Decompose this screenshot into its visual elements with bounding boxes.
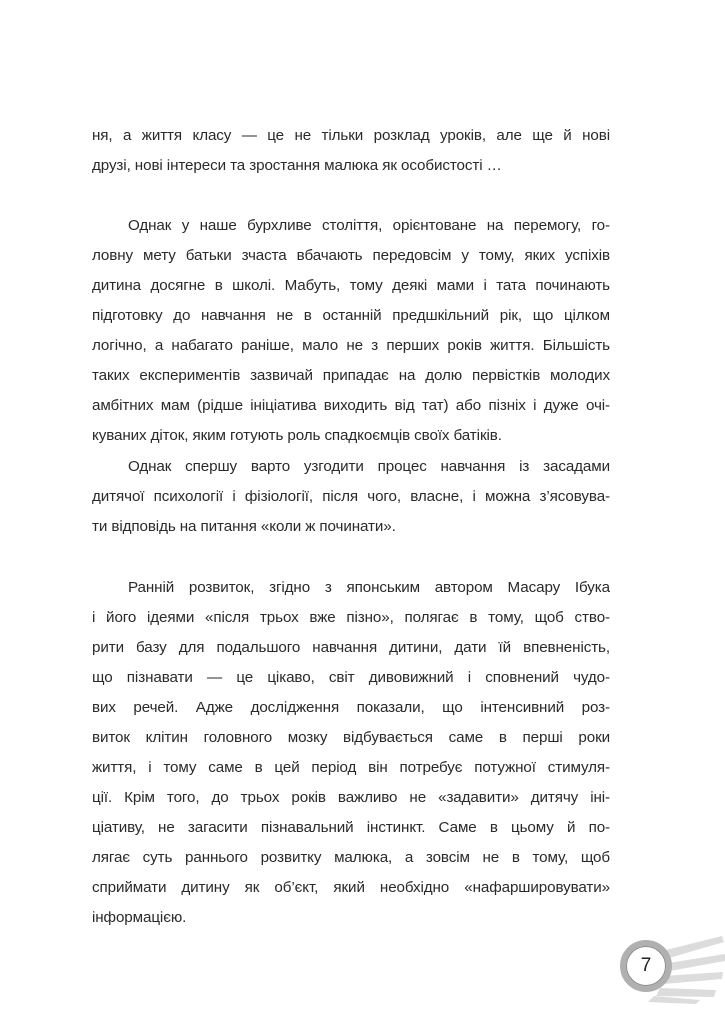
text-line: ня, а життя класу — це не тільки розклад уроків, але ще й нові	[92, 127, 610, 144]
paragraph-early-development	[92, 573, 610, 933]
page-number: 7	[640, 955, 652, 976]
text-line: Однак у наше бурхливе століття, орієнтоване на перемогу, го-	[128, 217, 610, 234]
text-line: амбітних мам (рідше ініціатива виходить від тат) або пізніх і дуже очі-	[92, 397, 610, 414]
text-line: виток клітин головного мозку відбувається саме в перші роки	[92, 729, 610, 746]
text-line: вих речей. Адже дослідження показали, що інтенсивний роз-	[92, 699, 610, 716]
text-line: ловну мету батьки зчаста вбачають передовсім у тому, яких успіхів	[92, 247, 610, 264]
paragraph-psychology	[92, 452, 610, 542]
text-line: куваних діток, яким готують роль спадкоємців своїх батіків.	[92, 427, 502, 444]
text-line: ціативу, не загасити пізнавальний інстинкт. Саме в цьому й по-	[92, 819, 610, 836]
text-line: логічно, а набагато раніше, мало не з перших років життя. Більшість	[92, 337, 610, 354]
paragraph-success-focus	[92, 211, 610, 451]
text-line: підготовку до навчання не в останній предшкільний рік, що цілком	[92, 307, 610, 324]
text-line: життя, і тому саме в цей період він потребує потужної стимуля-	[92, 759, 610, 776]
text-line: таких експериментів зазвичай припадає на долю первістків молодих	[92, 367, 610, 384]
text-line: і його ідеями «після трьох вже пізно», полягає в тому, щоб ство-	[92, 609, 610, 626]
text-line: дитячої психології і фізіології, після чого, власне, і можна з’ясовува-	[92, 488, 610, 505]
text-line: Однак спершу варто узгодити процес навчання із засадами	[128, 458, 610, 475]
text-line: інформацією.	[92, 909, 187, 926]
text-line: дитина досягне в школі. Мабуть, тому деякі мами і тата починають	[92, 277, 610, 294]
text-line: лягає суть раннього розвитку малюка, а зовсім не в тому, щоб	[92, 849, 610, 866]
text-line: друзі, нові інтереси та зростання малюка як особистості …	[92, 157, 502, 174]
text-line: що пізнавати — це цікаво, світ дивовижний і сповнений чудо-	[92, 669, 610, 686]
text-line: ції. Крім того, до трьох років важливо не «задавити» дитячу іні-	[92, 789, 610, 806]
text-line: ти відповідь на питання «коли ж починати».	[92, 518, 396, 535]
text-line: сприймати дитину як об’єкт, який необхідно «нафаршировувати»	[92, 879, 610, 896]
paragraph-continuation	[92, 121, 610, 181]
text-line: рити базу для подальшого навчання дитини, дати їй впевненість,	[92, 639, 610, 656]
text-line: Ранній розвиток, згідно з японським автором Масару Ібука	[128, 579, 610, 596]
